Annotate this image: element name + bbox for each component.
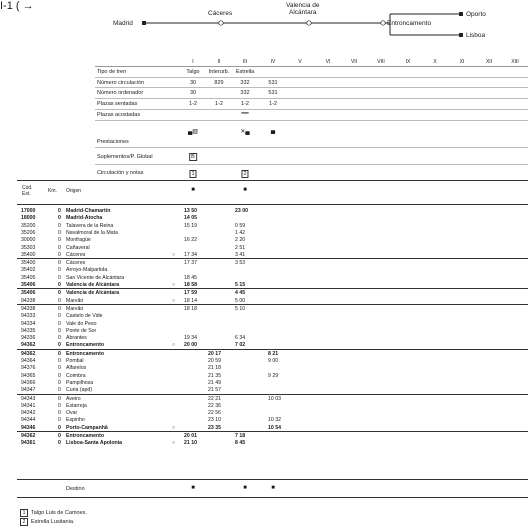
table-row (0, 358, 528, 364)
station-madrid: Madrid (113, 20, 133, 27)
cell-stn: Madrid-Atocha (66, 215, 103, 222)
page-code: I-1 ( → (0, 0, 34, 12)
table-row (0, 328, 528, 334)
attr-value: Interurb. (208, 69, 230, 75)
table-row (0, 208, 528, 214)
cell-c1: 18 58 (184, 282, 197, 288)
cell-code: 35406 (21, 290, 36, 297)
divider (17, 180, 528, 181)
restaurant-icon: ✕▄ (240, 129, 250, 135)
table-row (0, 267, 528, 273)
cell-code: 94362 (21, 350, 36, 357)
cell-c3: 5 00 (235, 297, 246, 304)
cell-code: 94343 (21, 395, 36, 402)
cell-stn: Vale do Peso (66, 320, 97, 327)
cell-stn: Ovar (66, 410, 78, 417)
col-header: VIII (377, 59, 385, 65)
cell-km: 0 (58, 237, 61, 244)
km-header: Km. (48, 188, 57, 194)
cell-code: 94361 (21, 440, 36, 447)
cell-km: 0 (58, 365, 61, 372)
cell-c1: 15 19 (184, 222, 197, 229)
cell-code: 94344 (21, 417, 36, 424)
cell-km: 0 (58, 282, 61, 288)
cell-c1: 20 00 (184, 342, 197, 349)
attr-value: 1-2 (215, 101, 223, 107)
cell-stn: Castelo de Vide (66, 313, 103, 320)
cell-c2: 20 59 (208, 358, 221, 364)
col-header: XIII (511, 59, 519, 65)
cell-km: 0 (58, 379, 61, 386)
cell-c1: 13 50 (184, 208, 197, 214)
cell-c3: 5 15 (235, 282, 246, 288)
cell-km: 0 (58, 440, 61, 447)
footnote: 2 Estrella Lusitania. (20, 518, 74, 526)
note-ref: 2 (243, 171, 247, 177)
attr-label: Plazas acostadas (97, 112, 141, 118)
table-row (0, 230, 528, 236)
table-row (0, 433, 528, 439)
cell-c4: 8 21 (268, 350, 279, 357)
destination-marker-icon: ■ (191, 485, 195, 491)
cell-code: 35303 (21, 244, 36, 251)
code-header: Cód. Est. (22, 185, 33, 197)
table-row (0, 260, 528, 266)
cell-code: 94362 (21, 342, 36, 349)
arrival-circle-icon: ○ (172, 440, 176, 447)
table-row (0, 387, 528, 393)
col-header: XI (459, 59, 465, 65)
col-header: IV (270, 59, 276, 65)
cell-c4: 10 32 (268, 417, 281, 424)
attr-value: Talgo (186, 69, 200, 75)
cell-code: 35400 (21, 260, 36, 267)
table-row (0, 425, 528, 431)
cell-c4: 10 03 (268, 395, 281, 402)
station-oporto: Oporto (466, 11, 486, 18)
cell-code: 94336 (21, 335, 36, 342)
cell-stn: Marvão (66, 305, 84, 312)
cell-stn: Alfarelos (66, 365, 87, 372)
cell-c3: 1 42 (235, 229, 246, 236)
col-header: I (192, 59, 194, 65)
cell-c1: 20 01 (184, 433, 197, 439)
cell-km: 0 (58, 251, 61, 258)
cell-stn: San Vicente de Alcántara (66, 274, 125, 281)
cell-code: 18000 (21, 215, 36, 222)
table-row (0, 306, 528, 312)
col-header: V (298, 59, 302, 65)
destination-label: Destino (66, 486, 85, 492)
cell-code: 35206 (21, 229, 36, 236)
table-row (0, 237, 528, 243)
divider (17, 204, 528, 205)
cell-stn: Entroncamento (66, 342, 105, 349)
cell-km: 0 (58, 327, 61, 334)
table-row (0, 252, 528, 258)
bar-icon: ▄ (270, 128, 276, 134)
route-diagram (0, 0, 528, 60)
table-row (0, 275, 528, 281)
table-row (0, 245, 528, 251)
cell-c2: 20 17 (208, 350, 221, 357)
cell-km: 0 (58, 320, 61, 327)
cell-code: 94364 (21, 358, 36, 364)
table-row (0, 380, 528, 386)
cell-stn: Coimbra (66, 372, 86, 379)
cell-code: 94338 (21, 305, 36, 312)
cell-km: 0 (58, 372, 61, 379)
station-lisboa: Lisboa (466, 32, 486, 39)
destination-marker-icon: ■ (271, 485, 275, 491)
cell-c1: 18 18 (184, 305, 197, 312)
cell-km: 0 (58, 342, 61, 349)
cell-stn: Ponte de Sor (66, 327, 97, 334)
couchette-icon: ━━ (241, 111, 249, 117)
cell-c3: 2 20 (235, 237, 246, 244)
attr-label: Circulación y notas (97, 170, 144, 176)
attr-value: 829 (214, 80, 224, 86)
attr-value: 30 (189, 90, 197, 96)
cell-c2: 22 56 (208, 410, 221, 417)
group-divider (17, 304, 528, 305)
origin-marker-icon: ■ (191, 187, 195, 193)
cell-c1: 17 34 (184, 251, 197, 258)
cell-km: 0 (58, 417, 61, 424)
cell-stn: Pampilhosa (66, 379, 94, 386)
cell-km: 0 (58, 290, 61, 297)
cell-km: 0 (58, 387, 61, 394)
attr-value: 332 (240, 90, 250, 96)
cell-c3: 7 02 (235, 342, 246, 349)
cell-code: 35405 (21, 274, 36, 281)
cell-c3: 8 45 (235, 440, 246, 447)
col-header: II (217, 59, 221, 65)
cell-stn: Navalmoral de la Mata (66, 229, 118, 236)
table-row (0, 223, 528, 229)
cell-c3: 3 53 (235, 260, 246, 267)
cell-code: 94346 (21, 424, 36, 431)
cell-stn: Entroncamento (66, 350, 105, 357)
cell-stn: Espinho (66, 417, 85, 424)
cell-stn: Curia (apd) (66, 387, 92, 394)
divider (17, 479, 528, 480)
cell-stn: Monfragüe (66, 237, 91, 244)
cell-stn: Talavera de la Reina (66, 222, 114, 229)
group-divider (17, 258, 528, 259)
cell-code: 35402 (21, 267, 36, 274)
cell-code: 94334 (21, 320, 36, 327)
cell-stn: Estarreja (66, 402, 87, 409)
attr-value: 531 (268, 90, 278, 96)
attr-value: 531 (268, 80, 278, 86)
cell-c2: 23 35 (208, 424, 221, 431)
attr-value: Estrella (235, 69, 255, 75)
cell-c2: 21 18 (208, 365, 221, 372)
cell-stn: Madrid-Chamartín (66, 208, 111, 214)
cell-c3: 7 18 (235, 433, 246, 439)
table-row (0, 373, 528, 379)
attr-value: 332 (240, 80, 250, 86)
cell-km: 0 (58, 215, 61, 222)
attr-value: 1-2 (241, 101, 249, 107)
cell-km: 0 (58, 350, 61, 357)
col-header: X (433, 59, 437, 65)
cell-code: 35400 (21, 251, 36, 258)
cell-c1: 16 22 (184, 237, 197, 244)
attr-value: 30 (189, 80, 197, 86)
footnote: 1 Talgo Luis de Camoes. (20, 509, 87, 517)
cell-c1: 17 59 (184, 290, 197, 297)
note-ref: 1 (191, 171, 195, 177)
cell-stn: Cañaveral (66, 244, 90, 251)
cell-stn: Aveiro (66, 395, 81, 402)
cell-km: 0 (58, 267, 61, 274)
cell-code: 94335 (21, 327, 36, 334)
table-row (0, 365, 528, 371)
cell-km: 0 (58, 297, 61, 304)
group-divider (17, 394, 528, 395)
cell-c4: 10 54 (268, 424, 281, 431)
cell-code: 94365 (21, 372, 36, 379)
col-header: VI (325, 59, 331, 65)
cell-stn: Arroyo-Malpartida (66, 267, 108, 274)
cell-code: 35200 (21, 222, 36, 229)
cell-c2: 22 36 (208, 402, 221, 409)
cell-code: 94338 (21, 297, 36, 304)
table-row (0, 410, 528, 416)
cell-km: 0 (58, 260, 61, 267)
cell-c3: 2 51 (235, 244, 246, 251)
col-header: IX (405, 59, 411, 65)
attr-label: Tipo de tren (97, 69, 127, 75)
col-header: VII (350, 59, 358, 65)
cell-km: 0 (58, 229, 61, 236)
cell-c1: 18 14 (184, 297, 197, 304)
table-row (0, 396, 528, 402)
attr-label: Número circulación (97, 80, 145, 86)
cell-c4: 9 29 (268, 372, 279, 379)
cell-c1: 19 34 (184, 335, 197, 342)
table-row (0, 403, 528, 409)
cell-km: 0 (58, 433, 61, 439)
attr-label: Plazas sentadas (97, 101, 138, 107)
cell-code: 94366 (21, 379, 36, 386)
cell-code: 94347 (21, 387, 36, 394)
cell-c1: 21 10 (184, 440, 197, 447)
cell-c2: 21 57 (208, 387, 221, 394)
table-row (0, 417, 528, 423)
group-divider (17, 288, 528, 289)
cell-km: 0 (58, 358, 61, 364)
arrival-circle-icon: ○ (172, 297, 176, 304)
cell-km: 0 (58, 274, 61, 281)
cell-c2: 21 35 (208, 372, 221, 379)
cell-c3: 4 45 (235, 290, 246, 297)
cell-code: 35406 (21, 282, 36, 288)
station-caceres: Cáceres (208, 10, 233, 17)
cell-km: 0 (58, 335, 61, 342)
cell-code: 94333 (21, 313, 36, 320)
arrival-circle-icon: ○ (172, 251, 176, 258)
cell-c1: 18 45 (184, 274, 197, 281)
table-row (0, 351, 528, 357)
group-divider (17, 431, 528, 432)
col-header: III (242, 59, 248, 65)
cell-c2: 22 21 (208, 395, 221, 402)
table-row (0, 282, 528, 288)
cell-c1: 14 05 (184, 215, 197, 222)
cell-stn: Porto-Campanhã (66, 424, 108, 431)
route-lines (0, 0, 528, 60)
cell-stn: Marvão (66, 297, 84, 304)
col-header: XII (485, 59, 493, 65)
arrival-circle-icon: ○ (172, 424, 176, 431)
table-row (0, 342, 528, 348)
cell-c2: 23 10 (208, 417, 221, 424)
group-divider (17, 349, 528, 350)
attr-label: Suplementos/P. Global (97, 154, 153, 160)
table-row (0, 298, 528, 304)
attr-value: 1-2 (189, 101, 197, 107)
cell-km: 0 (58, 313, 61, 320)
arrival-circle-icon: ○ (172, 282, 176, 288)
cell-km: 0 (58, 244, 61, 251)
cell-km: 0 (58, 395, 61, 402)
cell-c3: 3 41 (235, 251, 246, 258)
cell-km: 0 (58, 222, 61, 229)
arrival-circle-icon: ○ (172, 342, 176, 349)
table-row (0, 335, 528, 341)
attr-label: Prestaciones (97, 139, 129, 145)
cell-km: 0 (58, 305, 61, 312)
station-entroncamento: Entroncamento (387, 20, 432, 27)
cell-c3: 0 59 (235, 222, 246, 229)
supplement-badge: B (191, 154, 195, 160)
cell-stn: Lisboa-Santa Apolonia (66, 440, 123, 447)
origin-marker-icon: ■ (243, 187, 247, 193)
cell-code: 94362 (21, 433, 36, 439)
cell-stn: Entroncamento (66, 433, 105, 439)
divider (17, 497, 528, 498)
cell-code: 94376 (21, 365, 36, 372)
cell-c1: 17 37 (184, 260, 197, 267)
destination-marker-icon: ■ (243, 485, 247, 491)
origin-header: Origen (66, 188, 82, 194)
cell-stn: Abrantes (66, 335, 87, 342)
station-valencia: Valencia de Alcántara (286, 2, 320, 16)
cell-stn: Valencia de Alcántara (66, 290, 120, 297)
cell-code: 94341 (21, 402, 36, 409)
table-row (0, 290, 528, 296)
table-row (0, 440, 528, 446)
cell-km: 0 (58, 208, 61, 214)
service-icons: ▄▧ (188, 129, 198, 135)
cell-c3: 5 10 (235, 305, 246, 312)
cell-c3: 6 34 (235, 335, 246, 342)
cell-c2: 21 49 (208, 379, 221, 386)
cell-c3: 23 00 (235, 208, 248, 214)
cell-stn: Pombal (66, 358, 84, 364)
cell-km: 0 (58, 424, 61, 431)
cell-stn: Cáceres (66, 260, 86, 267)
cell-c4: 9 00 (268, 358, 279, 364)
cell-stn: Valencia de Alcántara (66, 282, 120, 288)
cell-km: 0 (58, 410, 61, 417)
cell-code: 94342 (21, 410, 36, 417)
table-row (0, 313, 528, 319)
table-row (0, 321, 528, 327)
cell-code: 30000 (21, 237, 36, 244)
attr-label: Número ordenador (97, 90, 144, 96)
cell-code: 17000 (21, 208, 36, 214)
cell-stn: Cáceres (66, 251, 86, 258)
cell-km: 0 (58, 402, 61, 409)
attr-value: 1-2 (269, 101, 277, 107)
table-row (0, 215, 528, 221)
